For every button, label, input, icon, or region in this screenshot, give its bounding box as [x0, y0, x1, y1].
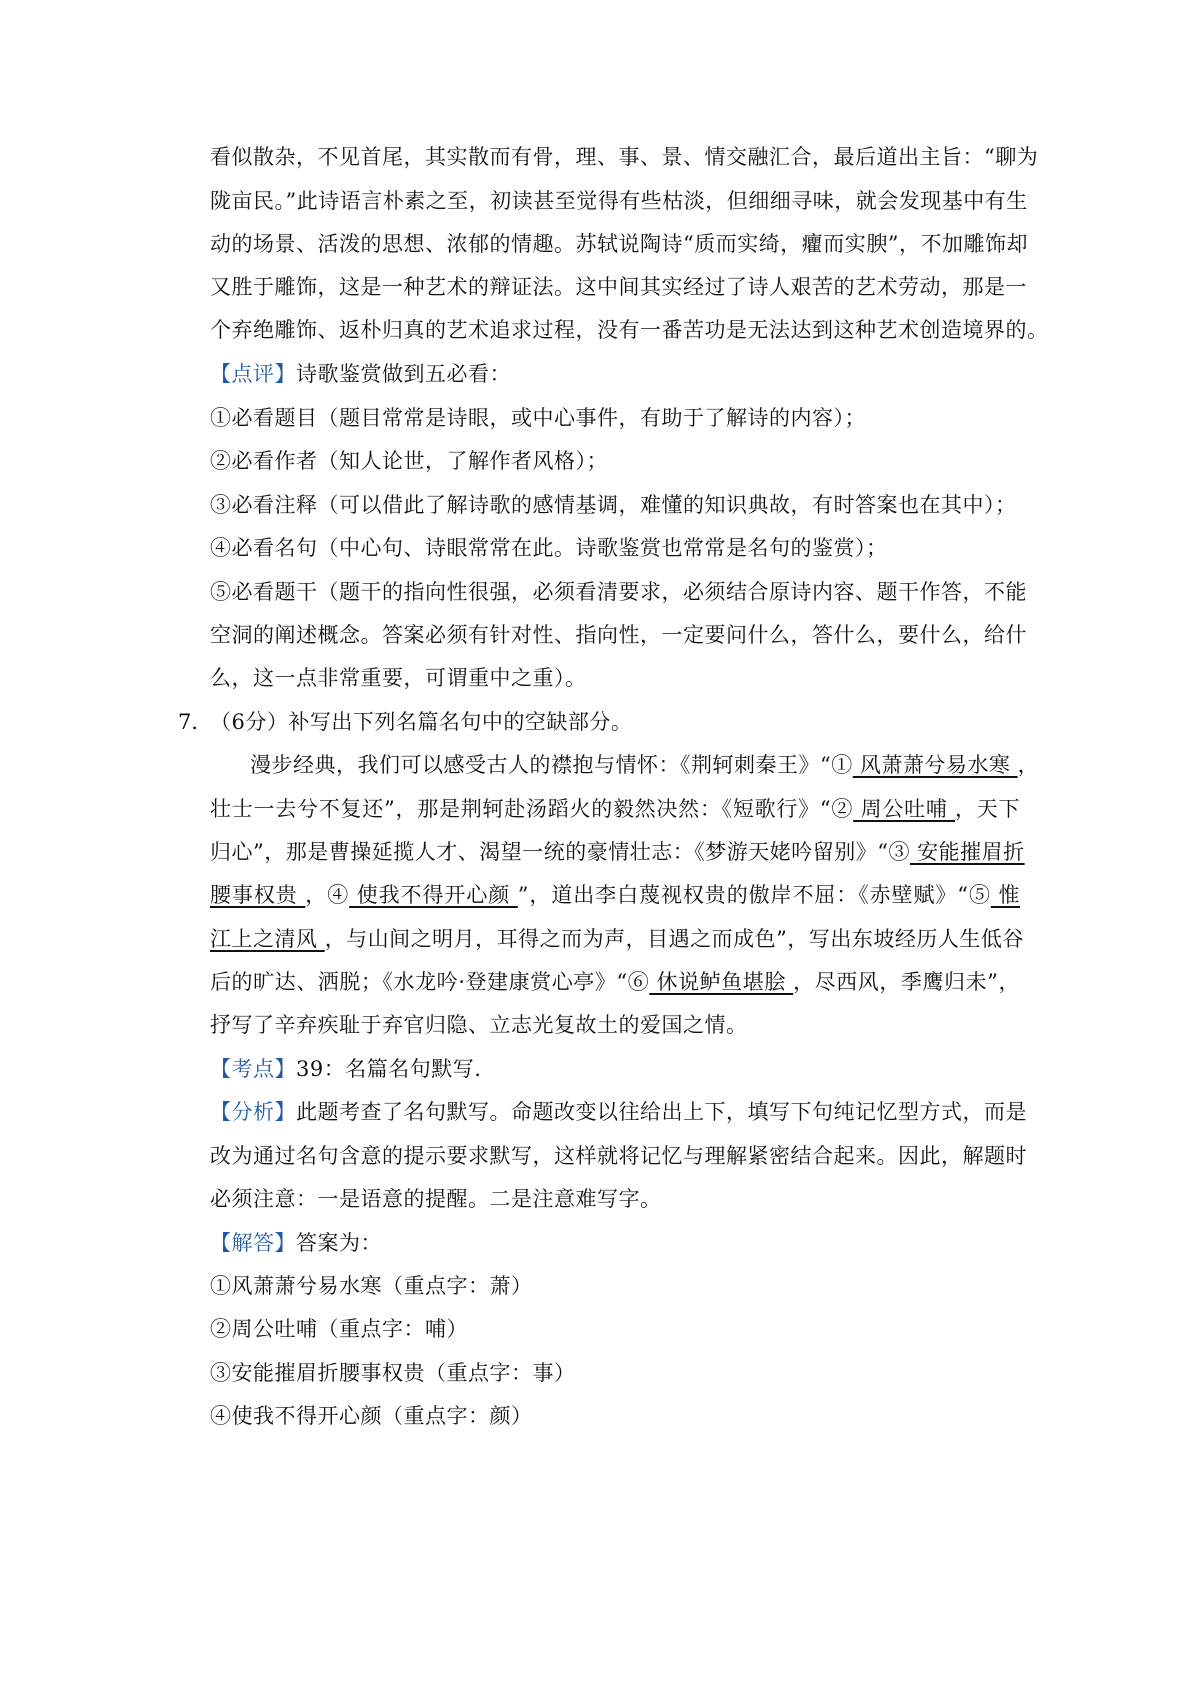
fenxi-line-1: [210, 1097, 1027, 1127]
blank-answer-2: 周公吐哺: [853, 797, 955, 821]
passage-line-5: [210, 924, 1024, 954]
intro-line-1: 看似散杂，不见首尾，其实散而有骨，理、事、景、情交融汇合，最后道出主旨：“聊为: [210, 145, 1039, 169]
passage-text: ，天下: [955, 797, 1020, 821]
blank-answer-5-part-2: 江上之清风: [210, 927, 325, 951]
fenxi-line-2: 改为通过名句含意的提示要求默写，这样就将记忆与理解紧密结合起来。因此，解题时: [210, 1144, 1027, 1168]
review-head-text: 诗歌鉴赏做到五必看：: [296, 362, 511, 386]
jieda-head-text: 答案为：: [296, 1231, 382, 1255]
blank-answer-3-part-2: 腰事权贵: [210, 883, 306, 907]
passage-line-4: [210, 880, 1020, 910]
passage-text: ”，道出李白蔑视权贵的傲岸不屈：《赤壁赋》“⑤: [517, 883, 991, 907]
review-item-5-line-3: 么，这一点非常重要，可谓重中之重）。: [210, 666, 587, 690]
blank-answer-5-part-1: 惟: [990, 883, 1020, 907]
jieda-heading: [210, 1228, 1020, 1258]
review-item-5-line-2: 空洞的阐述概念。答案必须有针对性、指向性，一定要问什么，答什么，要什么，给什: [210, 623, 1027, 647]
passage-text: ，与山间之明月，耳得之而为声，目遇之而成色”，写出东坡经历人生低谷: [324, 927, 1024, 951]
fenxi-tag: 【分析】: [210, 1100, 296, 1124]
answer-2: ②周公吐哺（重点字：哺）: [210, 1317, 468, 1341]
review-tag: 【点评】: [210, 362, 296, 386]
blank-answer-6: 休说鲈鱼堪脍: [649, 970, 794, 994]
blank-answer-3-part-1: 安能摧眉折: [909, 840, 1025, 864]
passage-line-6: [210, 967, 1020, 997]
review-heading: [210, 359, 1020, 389]
intro-line-5: 个弃绝雕饰、返朴归真的艺术追求过程，没有一番苦功是无法达到这种艺术创造境界的。: [210, 318, 1049, 342]
kaodian-tag: 【考点】: [210, 1057, 296, 1081]
kaodian-text: 39：名篇名句默写.: [296, 1057, 482, 1081]
intro-line-4: 又胜于雕饰，这是一种艺术的辩证法。这中间其实经过了诗人艰苦的艺术劳动，那是一: [210, 275, 1027, 299]
review-item-2: ②必看作者（知人论世，了解作者风格）；: [210, 449, 608, 473]
jieda-tag: 【解答】: [210, 1231, 296, 1255]
passage-line-7: 抒写了辛弃疾耻于弃官归隐、立志光复故土的爱国之情。: [210, 1013, 748, 1037]
review-item-5-line-1: ⑤必看题干（题干的指向性很强，必须看清要求，必须结合原诗内容、题干作答，不能: [210, 580, 1027, 604]
review-item-4: ④必看名句（中心句、诗眼常常在此。诗歌鉴赏也常常是名句的鉴赏）；: [210, 536, 888, 560]
passage-text: 归心”，那是曹操延揽人才、渴望一统的豪情壮志：《梦游天姥吟留别》“③: [210, 840, 910, 864]
passage-line-3: [210, 837, 1025, 867]
intro-line-3: 动的场景、活泼的思想、浓郁的情趣。苏轼说陶诗“质而实绮，癯而实腴”，不加雕饰却: [210, 232, 1028, 256]
passage-text: ，尽西风，季鹰归未”，: [793, 970, 1020, 994]
answer-4: ④使我不得开心颜（重点字：颜）: [210, 1404, 533, 1428]
passage-text: 漫步经典，我们可以感受古人的襟抱与情怀：《荆轲刺秦王》“①: [250, 753, 853, 777]
review-item-1: ①必看题目（题目常常是诗眼，或中心事件，有助于了解诗的内容）；: [210, 406, 866, 430]
passage-text: ，④: [305, 883, 350, 907]
review-item-3: ③必看注释（可以借此了解诗歌的感情基调，难懂的知识典故，有时答案也在其中）；: [210, 493, 1017, 517]
question-number: 7．: [178, 710, 213, 734]
intro-line-2: 陇亩民。”此诗语言朴素之至，初读甚至觉得有些枯淡，但细细寻味，就会发现基中有生: [210, 189, 1028, 213]
passage-text: 后的旷达、洒脱；《水龙吟·登建康赏心亭》“⑥: [210, 970, 650, 994]
answer-3: ③安能摧眉折腰事权贵（重点字：事）: [210, 1361, 576, 1385]
kaodian-line: [210, 1054, 1020, 1084]
fenxi-text-1: 此题考查了名句默写。命题改变以往给出上下，填写下句纯记忆型方式，而是: [296, 1100, 1027, 1124]
answer-1: ①风萧萧兮易水寒（重点字：萧）: [210, 1274, 533, 1298]
passage-text: 壮士一去兮不复还”，那是荆轲赴汤蹈火的毅然决然：《短歌行》“②: [210, 797, 854, 821]
passage-line-2: [210, 794, 1020, 824]
blank-answer-4: 使我不得开心颜: [349, 883, 518, 907]
passage-text: ，: [1017, 753, 1040, 777]
blank-answer-1: 风萧萧兮易水寒: [852, 753, 1018, 777]
passage-line-1: [250, 750, 1040, 780]
question-stem: （6分）补写出下列名篇名句中的空缺部分。: [210, 710, 633, 734]
fenxi-line-3: 必须注意：一是语意的提醒。二是注意难写字。: [210, 1187, 662, 1211]
